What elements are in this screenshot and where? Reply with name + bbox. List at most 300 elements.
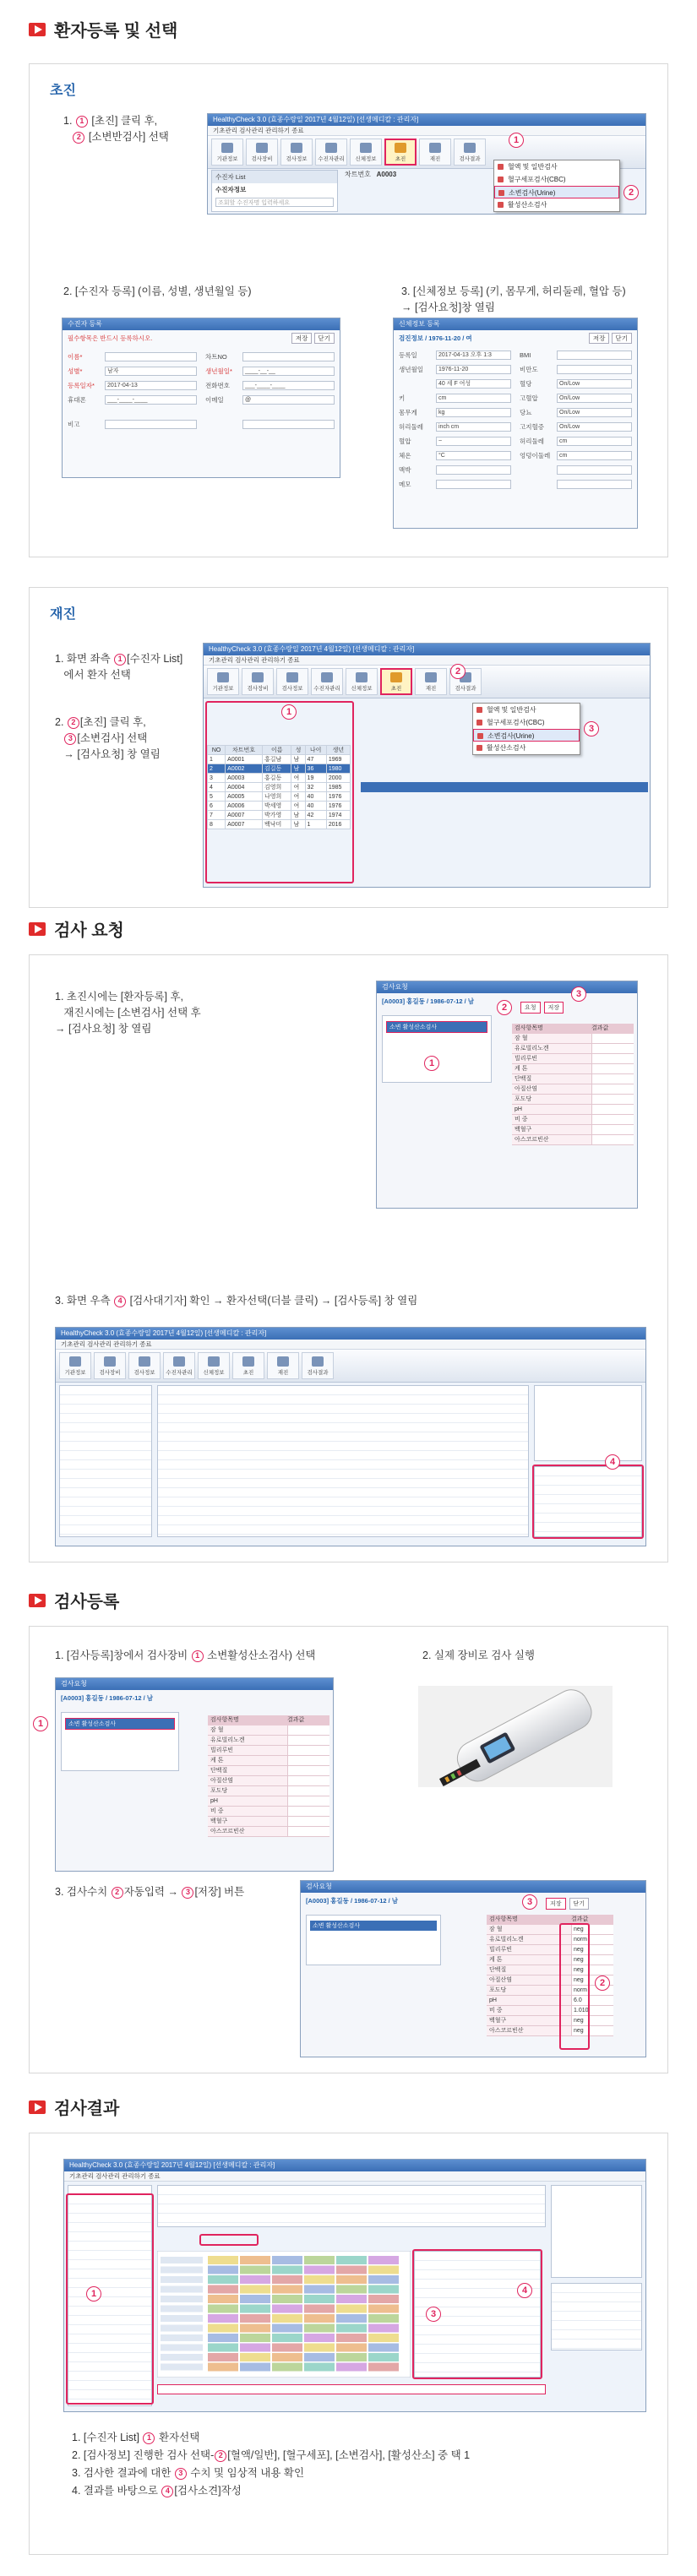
heatmap-cell [208, 2285, 238, 2294]
register-form-rows [63, 346, 340, 444]
heatmap-cell [272, 2314, 302, 2323]
exam-item-row [512, 1105, 634, 1115]
form-row [68, 393, 335, 407]
waiting-list-grid[interactable] [551, 2283, 642, 2350]
person-icon [356, 672, 368, 682]
patient-list-grid [59, 1385, 152, 1537]
heatmap-cell [304, 2324, 335, 2333]
exam-item-value[interactable] [287, 1736, 329, 1745]
heatmap-row-label [161, 2306, 203, 2312]
magnifier-icon [312, 1356, 324, 1367]
table-cell: 3 [208, 774, 226, 783]
urine-analyzer-device [418, 1686, 613, 1787]
close-button[interactable]: 닫기 [569, 1898, 590, 1910]
doctor-icon [390, 672, 402, 682]
table-cell: 2016 [326, 820, 350, 829]
field-label: 전화번호 [205, 382, 230, 389]
exam-item-row [487, 1986, 613, 1996]
exam-item-row [208, 1776, 329, 1786]
circle-number-1: 1 [192, 1650, 204, 1662]
body-header [394, 330, 637, 346]
app-titlebar: HealthyCheck 3.0 (효종수랑일 2017년 4월12일) [선생메디칼 : 관리자] [64, 2160, 645, 2171]
form-row [399, 377, 632, 391]
section-title-results [29, 2095, 119, 2119]
chart-no-display: 차트번호 A0003 [345, 171, 397, 178]
heatmap-cell [336, 2334, 367, 2342]
menu-item-blood[interactable]: 혈액 및 일반검사 [494, 160, 619, 173]
toolbar-patients[interactable]: 수진자관리 [311, 668, 343, 695]
field-input[interactable]: On/Low [557, 379, 632, 389]
heatmap-cell [272, 2324, 302, 2333]
heatmap-cell [240, 2344, 270, 2352]
column-header: NO [208, 746, 226, 755]
toolbar-jaejin[interactable]: 재진 [267, 1352, 299, 1379]
exam-item-value[interactable] [287, 1786, 329, 1796]
exam-item-value[interactable] [287, 1776, 329, 1785]
exam-item-value[interactable] [287, 1807, 329, 1816]
toolbar-jaejin[interactable]: 재진 [415, 668, 447, 695]
heatmap-row-label [161, 2296, 203, 2302]
field-input[interactable]: inch cm [436, 422, 511, 432]
exam-item-value[interactable] [287, 1725, 329, 1735]
exam-grid-header [208, 1715, 329, 1725]
exam-item-value[interactable]: neg [571, 1965, 613, 1975]
device-item-urine[interactable]: 소변 활성산소검사 [310, 1921, 437, 1931]
exam-item-name: 비 중 [489, 2008, 503, 2014]
column-header: 나이 [305, 746, 326, 755]
form-row [68, 378, 335, 393]
doctor-icon [242, 1356, 254, 1367]
exam-item-name: 아질산염 [210, 1778, 234, 1784]
field-input[interactable]: 남자 [105, 367, 197, 376]
exam-register-window [55, 1677, 334, 1872]
exam-item-row [487, 1965, 613, 1975]
person-icon [360, 143, 372, 153]
form-row [399, 477, 632, 492]
exam-item-value[interactable] [591, 1034, 634, 1043]
menu-item-urine[interactable]: 소변검사(Urine) [473, 729, 580, 742]
heatmap-cell [336, 2275, 367, 2284]
exam-item-name: pH [489, 1997, 497, 2003]
menu-item-cbc[interactable]: 혈구세포검사(CBC) [473, 716, 580, 729]
body-header-text: 검진정보 / 1976-11-20 / 여 [399, 334, 472, 342]
exam-item-name: 포도당 [515, 1096, 532, 1102]
heatmap-cell [240, 2285, 270, 2294]
exam-item-row [512, 1064, 634, 1074]
column-header: 결과값 [287, 1717, 305, 1723]
exam-item-row [208, 1817, 329, 1827]
field-input[interactable]: 2017-04-13 오후 1:3 [436, 351, 511, 360]
heatmap-cell [240, 2256, 270, 2264]
toolbar-body-info[interactable]: 신체정보 [350, 139, 382, 166]
results-panel [29, 2133, 668, 2555]
section-title-text: 환자등록 및 선택 [54, 22, 178, 41]
heatmap-cell [272, 2275, 302, 2284]
toolbar-exam-info[interactable]: 검사정보 [280, 139, 313, 166]
heatmap-row-label [161, 2267, 203, 2274]
menu-item-cbc[interactable]: 혈구세포검사(CBC) [494, 173, 619, 186]
exam-item-value[interactable] [591, 1044, 634, 1053]
exam-item-value[interactable]: neg [571, 1925, 613, 1934]
result-step-1: 1. [수진자 List] 1 환자선택 [72, 2432, 200, 2443]
field-input[interactable]: @ [242, 395, 335, 405]
exam-item-value[interactable] [591, 1115, 634, 1124]
magnifier-icon [464, 143, 476, 153]
field-input[interactable] [436, 465, 511, 475]
exam-item-value[interactable]: neg [571, 1955, 613, 1965]
heatmap-cell [208, 2363, 238, 2372]
calendar[interactable] [551, 2185, 642, 2278]
exam-item-value[interactable] [591, 1125, 634, 1134]
heatmap-cell [272, 2305, 302, 2313]
jaejin-label: 재진 [50, 607, 76, 622]
heatmap-cell [240, 2305, 270, 2313]
toolbar-chojin[interactable]: 초진 [384, 139, 417, 166]
menu-item-urine[interactable]: 소변검사(Urine) [494, 186, 619, 198]
exam-item-value[interactable] [287, 1827, 329, 1836]
field-label: 휴대폰 [68, 396, 86, 404]
heatmap-row-label [161, 2315, 203, 2322]
exam-item-value[interactable]: neg [571, 1945, 613, 1954]
jaejin-panel [29, 587, 668, 908]
device-item-urine[interactable]: 소변 활성산소검사 [65, 1718, 175, 1730]
patient-register-window [62, 318, 340, 478]
table-cell: 32 [305, 783, 326, 792]
app-menubar: 기초관리 검사관리 관리하기 종료 [56, 1340, 645, 1350]
exam-item-value[interactable] [287, 1756, 329, 1765]
exam-item-row [208, 1766, 329, 1776]
body-close-button[interactable]: 닫기 [612, 333, 633, 344]
exam-item-value[interactable] [591, 1095, 634, 1104]
exam-item-name: pH [210, 1798, 218, 1804]
toolbar-devices[interactable]: 검사장비 [246, 139, 278, 166]
field-input[interactable] [242, 420, 335, 429]
table-cell: 1976 [326, 802, 350, 811]
field-input[interactable]: ____-__-__ [242, 367, 335, 376]
toolbar-org-info[interactable]: 기관정보 [207, 668, 239, 695]
exam-items-grid [512, 1024, 634, 1145]
table-cell: 1 [305, 820, 326, 829]
toolbar-jaejin[interactable]: 재진 [419, 139, 451, 166]
field-label: 고혈압 [520, 394, 538, 402]
table-cell: A0007 [226, 820, 263, 829]
exam-item-name: 단백질 [210, 1768, 228, 1774]
heatmap-cell [368, 2353, 399, 2361]
exam-item-name: 비 중 [515, 1117, 528, 1122]
exam-item-name: 빌리루빈 [489, 1947, 513, 1953]
tool-icon [104, 1356, 116, 1367]
exam-item-value[interactable]: neg [571, 2016, 613, 2025]
column-header: 이름 [262, 746, 291, 755]
doctor-icon [429, 143, 441, 153]
field-label: 비고 [68, 420, 80, 428]
field-input[interactable]: On/Low [557, 394, 632, 403]
field-input[interactable]: ___-____-____ [105, 395, 197, 405]
marker-3: 3 [571, 986, 586, 1002]
heatmap-cell [304, 2295, 335, 2303]
toolbar-patients[interactable]: 수진자관리 [315, 139, 347, 166]
section-title-text: 검사등록 [54, 1593, 120, 1611]
search-input[interactable]: 조회할 수진자명 입력하세요 [215, 198, 334, 207]
document-icon [291, 143, 302, 153]
field-input[interactable] [557, 351, 632, 360]
exam-item-row [487, 2016, 613, 2026]
marker-2: 2 [497, 1000, 512, 1015]
field-label: 허리둘레 [399, 423, 423, 431]
person-icon [208, 1356, 220, 1367]
exam-popup-menu [472, 703, 580, 755]
heatmap-cell [272, 2285, 302, 2294]
field-label: 허리둘레 [520, 437, 544, 445]
field-input[interactable]: cm [436, 394, 511, 403]
toolbar-chojin[interactable]: 초진 [232, 1352, 264, 1379]
heatmap-cell [368, 2256, 399, 2264]
field-input[interactable]: 40 세 F 여성 [436, 379, 511, 389]
exam-item-name: 유로빌리노겐 [515, 1046, 549, 1052]
save-button[interactable]: 저장 [546, 1898, 566, 1910]
table-cell: 여 [291, 792, 305, 802]
exam-item-value[interactable] [287, 1817, 329, 1826]
exam-opinion-field[interactable] [157, 2384, 546, 2394]
heatmap-cell [336, 2295, 367, 2303]
exam-header: [A0003] 홍길동 / 1986-07-12 / 남 [306, 1897, 399, 1905]
calendar[interactable] [534, 1385, 642, 1461]
app-menubar: 기초관리 검사관리 관리하기 종료 [204, 655, 650, 666]
field-label: 생년월일* [205, 367, 232, 375]
field-label: 생년월일 [399, 366, 423, 373]
form-row [399, 362, 632, 377]
form-row [399, 420, 632, 434]
exam-item-row [208, 1786, 329, 1796]
request-step1: 1. 초진시에는 [환자등록] 후, 재진시에는 [소변검사] 선택 후 → [검사요청] 창 열림 [55, 991, 201, 1035]
exam-item-value[interactable] [591, 1064, 634, 1073]
exam-main-grid [157, 1385, 529, 1537]
heatmap-cell [272, 2344, 302, 2352]
exam-item-value[interactable] [591, 1074, 634, 1084]
exam-item-value[interactable]: neg [571, 2026, 613, 2035]
heatmap-cell [368, 2324, 399, 2333]
section-title-registration [29, 17, 177, 41]
exam-item-name: 잠 혈 [210, 1727, 224, 1733]
menu-item-oxidative[interactable]: 활성산소검사 [494, 198, 619, 211]
save-button[interactable]: 저장 [291, 333, 313, 344]
field-input[interactable] [436, 480, 511, 489]
marker-2: 2 [623, 185, 639, 200]
toolbar-body-info[interactable]: 신체정보 [346, 668, 378, 695]
heatmap-cell [368, 2314, 399, 2323]
selected-visit-row[interactable] [361, 782, 648, 792]
field-input[interactable]: cm [557, 437, 632, 446]
exam-item-value[interactable] [287, 1746, 329, 1755]
exam-item-row [487, 1935, 613, 1945]
heatmap-row-label [161, 2325, 203, 2332]
register-notice: 필수항목은 반드시 등록하시오. [68, 334, 153, 342]
field-input[interactable]: On/Low [557, 408, 632, 417]
exam-item-name: 유로빌리노겐 [489, 1937, 524, 1943]
heatmap-cell [208, 2305, 238, 2313]
toolbar-results[interactable]: 검사결과 [454, 139, 486, 166]
body-save-button[interactable]: 저장 [589, 333, 610, 344]
exam-item-name: 포도당 [489, 1987, 507, 1993]
list-title: 수진자 List [212, 171, 337, 183]
people-icon [321, 672, 333, 682]
exam-item-row [487, 2006, 613, 2016]
exam-item-row [487, 1945, 613, 1955]
exam-item-row [208, 1725, 329, 1736]
exam-item-value[interactable] [591, 1054, 634, 1063]
column-header: 검사항목명 [489, 1916, 518, 1922]
highlight-exam-tab[interactable] [199, 2234, 259, 2246]
device-list [382, 1015, 492, 1083]
exam-item-value[interactable] [591, 1135, 634, 1144]
heatmap-cell [336, 2324, 367, 2333]
toolbar-exam-info[interactable]: 검사정보 [128, 1352, 161, 1379]
toolbar-devices[interactable]: 검사장비 [94, 1352, 126, 1379]
table-cell: 남 [291, 755, 305, 764]
heatmap-cell [336, 2285, 367, 2294]
exam-item-name: 아스코르빈산 [489, 2028, 524, 2034]
toolbar-body-info[interactable]: 신체정보 [198, 1352, 230, 1379]
exam-item-value[interactable]: 1.010 [571, 2006, 613, 2015]
menu-item-oxidative[interactable]: 활성산소검사 [473, 742, 580, 754]
exam-item-name: 유로빌리노겐 [210, 1737, 245, 1743]
field-label: 이메일 [205, 396, 224, 404]
toolbar-exam-info[interactable]: 검사정보 [276, 668, 308, 695]
heatmap-row-label [161, 2276, 203, 2283]
heatmap-cell [208, 2275, 238, 2284]
people-icon [173, 1356, 185, 1367]
heatmap-row-label [161, 2334, 203, 2341]
circle-number-2: 2 [112, 1887, 123, 1899]
column-header: 차트번호 [226, 746, 263, 755]
device-item-urine[interactable]: 소변 활성산소검사 [386, 1021, 487, 1033]
column-header: 결과값 [591, 1025, 609, 1031]
field-input[interactable] [242, 352, 335, 361]
exam-item-name: 아스코르빈산 [210, 1829, 245, 1834]
field-input[interactable]: ~ [436, 437, 511, 446]
exam-item-value[interactable] [287, 1766, 329, 1775]
close-button[interactable]: 닫기 [314, 333, 335, 344]
patient-list-panel [211, 170, 338, 212]
marker-3: 3 [584, 721, 599, 736]
exam-item-value[interactable]: norm [571, 1935, 613, 1944]
field-input[interactable]: On/Low [557, 422, 632, 432]
exam-item-value[interactable] [287, 1796, 329, 1806]
arrow-bullet-icon [29, 922, 46, 936]
heatmap-cell [208, 2314, 238, 2323]
exam-item-row [512, 1034, 634, 1044]
exam-item-name: 아스코르빈산 [515, 1137, 549, 1143]
exam-item-name: 케 톤 [210, 1758, 224, 1764]
column-header: 생년 [326, 746, 350, 755]
chojin-step2: 2. [수진자 등록] (이름, 성별, 생년월일 등) [63, 285, 252, 297]
analyzer-illustration-icon [418, 1686, 613, 1787]
field-input[interactable] [105, 352, 197, 361]
exam-item-value[interactable]: 6.0 [571, 1996, 613, 2005]
toolbar-devices[interactable]: 검사장비 [242, 668, 274, 695]
table-cell: 남 [291, 811, 305, 820]
exam-item-row [487, 1955, 613, 1965]
arrow-bullet-icon [29, 1594, 46, 1607]
exam-grid-header [512, 1024, 634, 1034]
exam-item-value[interactable]: norm [571, 1986, 613, 1995]
save-button[interactable]: 저장 [544, 1002, 564, 1014]
exam-item-row [208, 1746, 329, 1756]
circle-number-3: 3 [182, 1887, 193, 1899]
table-cell: A0001 [226, 755, 263, 764]
field-input[interactable]: 2017-04-13 [105, 381, 197, 390]
field-input[interactable]: cm [557, 451, 632, 460]
menu-item-blood[interactable]: 혈액 및 일반검사 [473, 704, 580, 716]
toolbar-patients[interactable]: 수진자관리 [163, 1352, 195, 1379]
app-menubar: 기초관리 검사관리 관리하기 종료 [208, 126, 645, 136]
heatmap-cell [240, 2353, 270, 2361]
exam-titlebar: 검사요청 [377, 981, 637, 993]
heatmap-cell [240, 2266, 270, 2274]
field-input[interactable]: 1976-11-20 [436, 365, 511, 374]
toolbar-org-info[interactable]: 기관정보 [59, 1352, 91, 1379]
field-input[interactable] [557, 465, 632, 475]
register-header [63, 330, 340, 346]
table-cell: 7 [208, 811, 226, 820]
register-titlebar: 수진자 등록 [63, 318, 340, 330]
highlight-patient-list [205, 701, 354, 883]
toolbar-org-info[interactable]: 기관정보 [211, 139, 243, 166]
heatmap-cell [304, 2266, 335, 2274]
toolbar-chojin[interactable]: 초진 [380, 668, 412, 695]
field-input[interactable] [105, 420, 197, 429]
exam-item-name: pH [515, 1106, 522, 1112]
exam-item-value[interactable]: neg [571, 1975, 613, 1985]
exam-item-name: 백혈구 [489, 2018, 507, 2024]
exam-item-value[interactable] [591, 1105, 634, 1114]
heatmap-cell [208, 2295, 238, 2303]
doctor-icon [395, 143, 406, 153]
exam-item-value[interactable] [591, 1084, 634, 1094]
heatmap-cell [368, 2305, 399, 2313]
field-input[interactable] [557, 365, 632, 374]
heatmap-cell [336, 2314, 367, 2323]
form-row [399, 434, 632, 448]
toolbar-results[interactable]: 검사결과 [449, 668, 482, 695]
exam-item-name: 포도당 [210, 1788, 228, 1794]
field-input[interactable]: kg [436, 408, 511, 417]
field-input[interactable]: °C [436, 451, 511, 460]
exam-item-row [487, 1996, 613, 2006]
exam-item-row [487, 2026, 613, 2036]
jaejin-step2: 2. 2 [초진] 클릭 후, 3 [소변검사] 선택 → [검사요청] 창 열림 [55, 716, 161, 760]
request-button[interactable]: 요청 [520, 1002, 541, 1014]
heatmap-cell [304, 2334, 335, 2342]
highlight-auto-values [559, 1923, 590, 2050]
heatmap-cell [336, 2256, 367, 2264]
form-row [399, 448, 632, 463]
body-info-window [393, 318, 638, 529]
marker-3: 3 [522, 1894, 537, 1910]
field-input[interactable]: ___-____-____ [242, 381, 335, 390]
field-label: 몸무게 [399, 409, 417, 416]
exam-item-row [512, 1115, 634, 1125]
heatmap-cell [208, 2353, 238, 2361]
heatmap-cell [240, 2334, 270, 2342]
exam-item-row [208, 1807, 329, 1817]
heatmap-cell [208, 2266, 238, 2274]
form-row [68, 364, 335, 378]
toolbar-results[interactable]: 검사결과 [302, 1352, 334, 1379]
exam-item-row [487, 1925, 613, 1935]
marker-1: 1 [509, 133, 524, 148]
field-input[interactable] [557, 480, 632, 489]
